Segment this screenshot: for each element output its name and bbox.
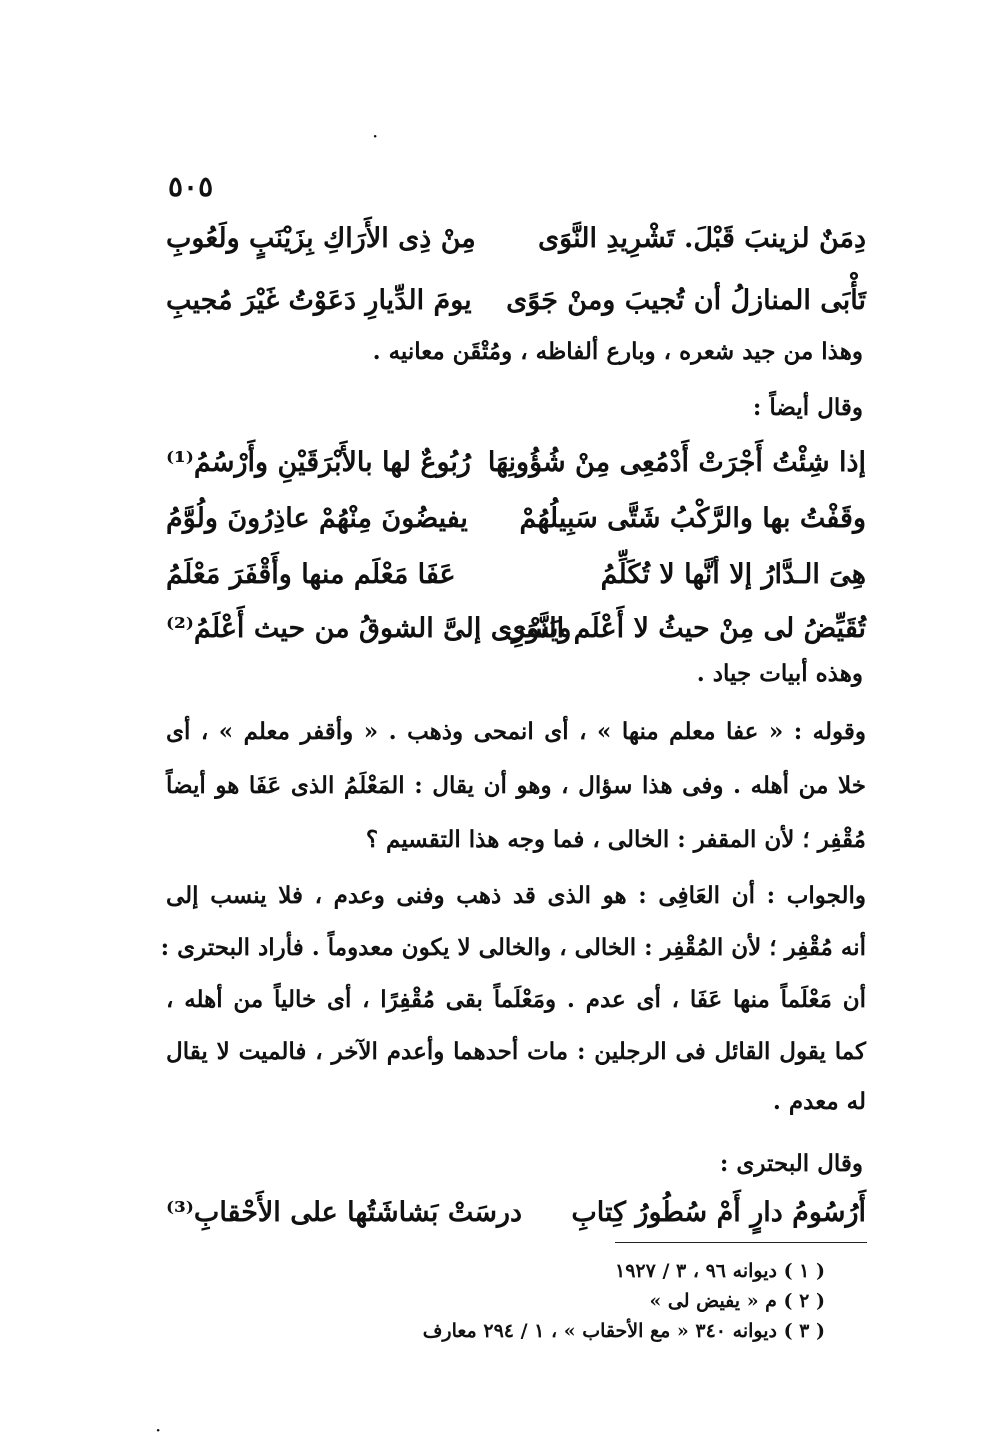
paragraph-line: له معدم . bbox=[772, 1088, 866, 1115]
verse-second-hemistich: يومَ الدِّيارِ دَعَوْتُ غَيْرَ مُجيبِ bbox=[166, 285, 472, 316]
verse-line bbox=[166, 494, 866, 544]
verse-line bbox=[166, 214, 866, 264]
verse-line bbox=[166, 550, 866, 600]
verse-line bbox=[166, 604, 866, 654]
commentary-line: وهذا من جيد شعره ، وبارع ألفاظه ، ومُتْقَن معانيه . bbox=[372, 338, 863, 365]
footnote: ( ٢ ) م « يفيض لى » bbox=[649, 1290, 825, 1312]
verse-line bbox=[166, 276, 866, 326]
verse-line bbox=[166, 438, 866, 488]
verse-second-hemistich: رُبُوعٌ لها بالأَبْرَقَيْنِ وأَرْسُمُ⁽¹⁾ bbox=[166, 447, 471, 478]
ink-speck: · bbox=[155, 1418, 162, 1442]
verse-first-hemistich: وقَفْتُ بها والرَّكْبُ شَتَّى سَبِيلُهُمْ bbox=[519, 503, 866, 534]
footnote-separator bbox=[615, 1242, 867, 1243]
verse-first-hemistich: تُقَيِّضُ لى مِنْ حيثُ لا أَعْلَم النَّوَى bbox=[505, 613, 866, 644]
verse-first-hemistich: هِىَ الـدَّارُ إلا أنَّها لا تُكَلِّمُ bbox=[600, 559, 866, 590]
paragraph-line: أنه مُقْفِر ؛ لأن المُقْفِر : الخالى ، والخالى لا يكون معدوماً . فأراد البحترى : bbox=[160, 934, 866, 961]
verse-first-hemistich: دِمَنٌ لزينبَ قَبْلَ. تَشْرِيدِ النَّوَى bbox=[538, 223, 866, 254]
verse-second-hemistich: درسَتْ بَشاشَتُها على الأَحْقابِ⁽³⁾ bbox=[166, 1197, 523, 1228]
verse-line bbox=[166, 1188, 866, 1238]
verse-second-hemistich: ويَسْرِى إلىَّ الشوقُ من حيث أَعْلَمُ⁽²⁾ bbox=[166, 613, 572, 644]
verse-second-hemistich: عَفَا مَعْلَم منها وأَقْفَرَ مَعْلَمُ bbox=[166, 559, 456, 590]
commentary-line: وهذه أبيات جياد . bbox=[696, 660, 863, 687]
paragraph-line: خلا من أهله . وفى هذا سؤال ، وهو أن يقال : المَعْلَمُ الذى عَفَا هو أيضاً bbox=[166, 772, 866, 799]
verse-second-hemistich: مِنْ ذِى الأَرَاكِ بِزَيْنَبٍ ولَعُوبِ bbox=[166, 223, 476, 254]
verse-first-hemistich: إذا شِئْتُ أَجْرَتْ أَدْمُعِى مِنْ شُؤُونِهَا bbox=[487, 447, 866, 478]
paragraph-line: وقوله : « عفا معلم منها » ، أى انمحى وذهب . « وأقفر معلم » ، أى bbox=[166, 718, 866, 745]
page-number: ٥٠٥ bbox=[168, 170, 214, 203]
verse-first-hemistich: تَأْبَى المنازلُ أن تُجيبَ ومنْ جَوًى bbox=[506, 285, 866, 316]
verse-second-hemistich: يفيضُونَ مِنْهُمْ عاذِرُونَ ولُوَّمُ bbox=[166, 503, 468, 534]
verse-first-hemistich: أَرُسُومُ دارٍ أَمْ سُطُورُ كِتابِ bbox=[571, 1197, 866, 1228]
paragraph-line: مُقْفِر ؛ لأن المقفر : الخالى ، فما وجه هذا التقسيم ؟ bbox=[365, 826, 866, 853]
ink-speck: · bbox=[372, 124, 379, 148]
footnote: ( ١ ) ديوانه ٩٦ ، ٣ / ١٩٢٧ bbox=[615, 1260, 825, 1282]
footnote: ( ٣ ) ديوانه ٣٤٠ « مع الأحقاب » ، ١ / ٢٩٤ معارف bbox=[422, 1320, 825, 1342]
poem-intro: وقال أيضاً : bbox=[752, 394, 863, 421]
paragraph-line: كما يقول القائل فى الرجلين : مات أحدهما وأعدم الآخر ، فالميت لا يقال bbox=[166, 1038, 866, 1065]
poem-intro: وقال البحترى : bbox=[719, 1150, 863, 1177]
paragraph-line: والجواب : أن العَافِى : هو الذى قد ذهب وفنى وعدم ، فلا ينسب إلى bbox=[166, 882, 866, 909]
paragraph-line: أن مَعْلَماً منها عَفَا ، أى عدم . ومَعْلَماً بقى مُقْفِرًا ، أى خالياً من أهله ، bbox=[166, 986, 866, 1013]
